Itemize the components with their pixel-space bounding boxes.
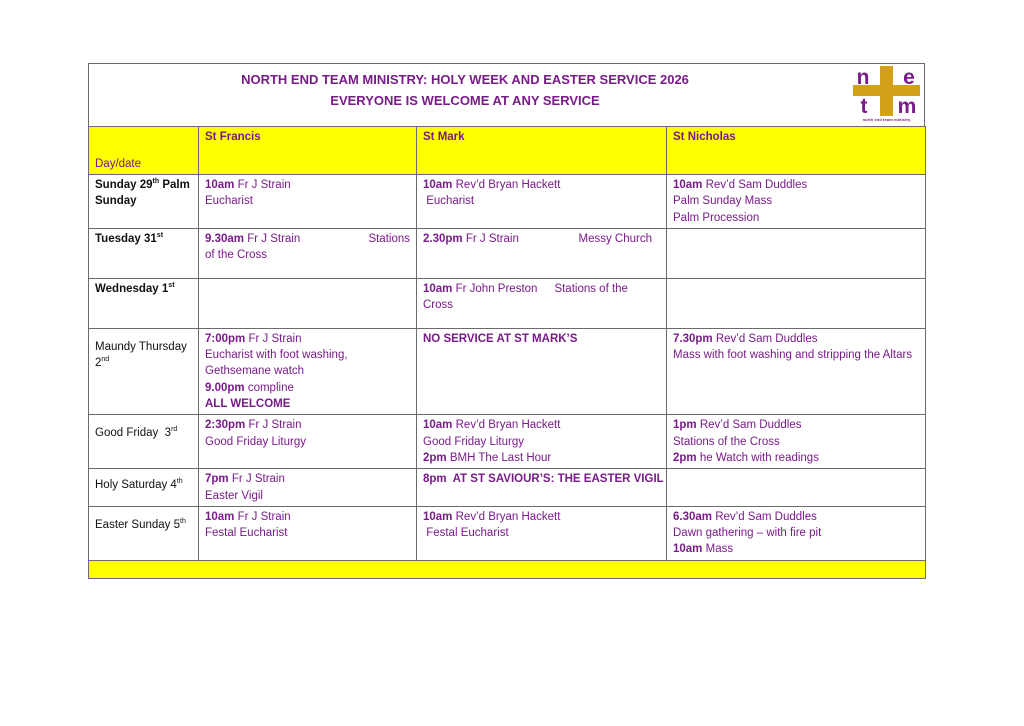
logo-letter-m: m bbox=[897, 95, 917, 117]
st-francis-cell: 9.30am Fr J Strain Stations of the Cross bbox=[199, 228, 417, 278]
day-cell: Good Friday 3rd bbox=[89, 415, 199, 469]
day-cell: Easter Sunday 5th bbox=[89, 506, 199, 560]
st-nicholas-cell: 6.30am Rev’d Sam Duddles Dawn gathering – with fire pit 10am Mass bbox=[667, 506, 926, 560]
st-francis-cell: 7pm Fr J Strain Easter Vigil bbox=[199, 469, 417, 507]
day-cell: Holy Saturday 4th bbox=[89, 469, 199, 507]
table-row bbox=[89, 175, 926, 229]
schedule-header bbox=[88, 63, 925, 126]
st-nicholas-cell: 10am Rev’d Sam Duddles Palm Sunday Mass Palm Procession bbox=[667, 175, 926, 229]
logo-letter-t: t bbox=[860, 95, 868, 117]
header-day-date: Day/date bbox=[89, 127, 199, 175]
st-mark-cell: 10am Fr John Preston Stations of the Cross bbox=[417, 278, 667, 328]
table-row bbox=[89, 469, 926, 507]
header-st-nicholas: St Nicholas bbox=[667, 127, 926, 175]
st-nicholas-cell: 7.30pm Rev’d Sam Duddles Mass with foot washing and stripping the Altars bbox=[667, 328, 926, 414]
st-francis-cell: 10am Fr J Strain Festal Eucharist bbox=[199, 506, 417, 560]
st-nicholas-cell bbox=[667, 278, 926, 328]
schedule-table bbox=[88, 126, 926, 579]
st-mark-cell: 10am Rev’d Bryan Hackett Good Friday Liturgy 2pm BMH The Last Hour bbox=[417, 415, 667, 469]
footer-bar bbox=[89, 560, 926, 578]
day-cell: Tuesday 31st bbox=[89, 228, 199, 278]
st-nicholas-cell: 1pm Rev’d Sam Duddles Stations of the Cross 2pm he Watch with readings bbox=[667, 415, 926, 469]
logo-cross-graphic bbox=[849, 65, 924, 117]
title-line-1: NORTH END TEAM MINISTRY: HOLY WEEK AND EASTER SERVICE 2026 bbox=[241, 72, 689, 87]
logo-caption: north end team ministry bbox=[862, 117, 911, 122]
st-nicholas-cell bbox=[667, 228, 926, 278]
table-row bbox=[89, 328, 926, 414]
footer-bar-cell bbox=[89, 560, 926, 578]
header-st-francis: St Francis bbox=[199, 127, 417, 175]
netm-logo bbox=[849, 65, 924, 126]
logo-letter-n: n bbox=[856, 66, 870, 89]
st-francis-cell: 7:00pm Fr J Strain Eucharist with foot washing, Gethsemane watch 9.00pm compline ALL WELCOME bbox=[199, 328, 417, 414]
day-cell: Wednesday 1st bbox=[89, 278, 199, 328]
header-st-mark: St Mark bbox=[417, 127, 667, 175]
table-row bbox=[89, 415, 926, 469]
st-mark-cell: 2.30pm Fr J Strain Messy Church bbox=[417, 228, 667, 278]
day-cell: Sunday 29th Palm Sunday bbox=[89, 175, 199, 229]
logo-letter-e: e bbox=[903, 66, 915, 89]
page-title bbox=[89, 69, 841, 111]
st-nicholas-cell bbox=[667, 469, 926, 507]
column-header-row bbox=[89, 127, 926, 175]
st-mark-cell: 10am Rev’d Bryan Hackett Festal Eucharist bbox=[417, 506, 667, 560]
st-mark-cell: 10am Rev’d Bryan Hackett Eucharist bbox=[417, 175, 667, 229]
st-francis-cell: 10am Fr J Strain Eucharist bbox=[199, 175, 417, 229]
st-francis-cell: 2:30pm Fr J Strain Good Friday Liturgy bbox=[199, 415, 417, 469]
day-cell: Maundy Thursday 2nd bbox=[89, 328, 199, 414]
title-line-2: EVERYONE IS WELCOME AT ANY SERVICE bbox=[330, 93, 600, 108]
st-francis-cell bbox=[199, 278, 417, 328]
table-row bbox=[89, 228, 926, 278]
service-schedule bbox=[88, 63, 925, 579]
st-mark-cell: NO SERVICE AT ST MARK’S bbox=[417, 328, 667, 414]
st-mark-cell: 8pm AT ST SAVIOUR’S: THE EASTER VIGIL bbox=[417, 469, 667, 507]
table-row bbox=[89, 278, 926, 328]
table-row bbox=[89, 506, 926, 560]
